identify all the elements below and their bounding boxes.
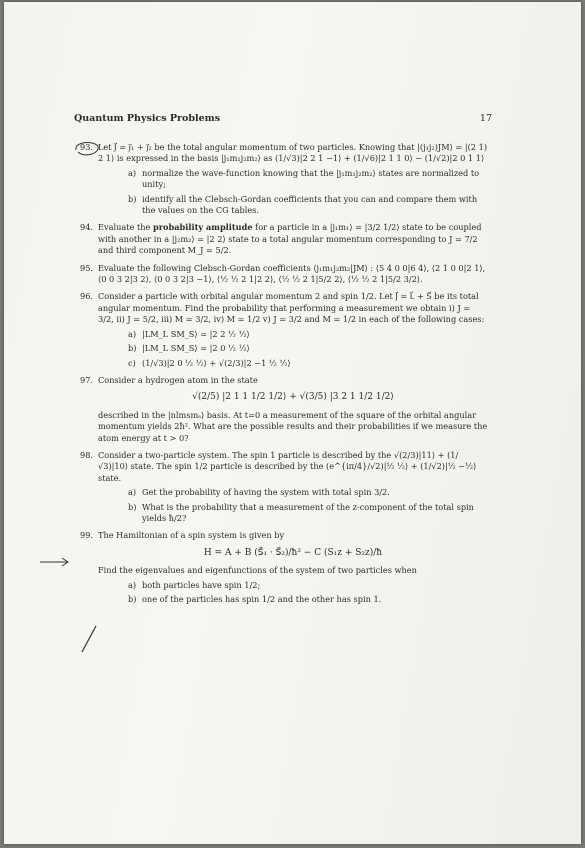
problem-number: 99. bbox=[80, 530, 94, 541]
subproblem-label: a) bbox=[128, 167, 137, 178]
page-header bbox=[74, 113, 492, 124]
subproblem-text: |LM_L SM_S⟩ = |2 2 ½ ½⟩ bbox=[142, 328, 250, 339]
subproblem-label: b) bbox=[128, 343, 137, 354]
subproblem bbox=[98, 487, 488, 498]
problem-number: 93. bbox=[80, 142, 94, 152]
subproblem-label: b) bbox=[128, 501, 137, 512]
problem-number: 97. bbox=[80, 374, 94, 385]
subproblem-text: one of the particles has spin 1/2 and the other has spin 1. bbox=[142, 594, 382, 604]
problem-text-before: Evaluate the bbox=[98, 222, 154, 233]
subproblem bbox=[98, 580, 488, 591]
problem-text-continued: described in the |nlmsmₛ⟩ basis. At t=0 a measurement of the square of the orbital angular momentum yields 2ħ². What are the possible results and their probabilities if we measure the atom energy at t > 0? bbox=[98, 409, 488, 443]
subproblem bbox=[98, 502, 488, 525]
subproblem-text: What is the probability that a measurement of the z-component of the total spin yields ħ/2? bbox=[142, 501, 474, 523]
subproblem-label: b) bbox=[128, 193, 137, 204]
header-title: Quantum Physics Problems bbox=[74, 113, 221, 124]
subproblem-label: a) bbox=[128, 487, 137, 498]
problem-number: 95. bbox=[80, 262, 94, 273]
page-number: 17 bbox=[479, 113, 492, 124]
problem-98 bbox=[76, 450, 488, 524]
subproblem-label: a) bbox=[128, 579, 137, 590]
subproblem-text: Get the probability of having the system with total spin 3/2. bbox=[142, 487, 390, 498]
equation: √(2/5) |2 1 1 1/2 1/2⟩ + √(3/5) |3 2 1 1/2 1/2⟩ bbox=[192, 392, 394, 403]
problem-text-bold: probability amplitude bbox=[153, 222, 253, 233]
problem-95 bbox=[76, 263, 488, 286]
subproblem-text: (1/√3)|2 0 ½ ½⟩ + √(2/3)|2 −1 ½ ½⟩ bbox=[142, 357, 291, 368]
problem-text: Evaluate the following Clebsch-Gordan coefficients ⟨j₁m₁j₂m₂|JM⟩ : ⟨5 4 0 0|6 4⟩, ⟨2 1 0 0|2 1⟩, ⟨0 0 3 2|3 2⟩, ⟨0 0 3 2|3 −1⟩, ⟨½ ½ 2 1|2 2⟩, ⟨½ ½ 2 1|5/2 2⟩, ⟨½ ½ 2 1|5/2 3/2⟩. bbox=[98, 262, 486, 285]
problem-text: Consider a hydrogen atom in the state bbox=[98, 374, 258, 385]
problem-text-after: for a particle in a |j₁m₁⟩ = |3/2 1/2⟩ state to be coupled with another in a |j₂m₂⟩ = |2 2⟩ state to a total angular momentum corresponding to J = 7/2 and third component M_J = 5/2. bbox=[98, 222, 482, 256]
subproblem-label: a) bbox=[128, 328, 137, 339]
problem-number: 94. bbox=[80, 222, 94, 233]
equation: H = A + B (S⃗₁ · S⃗₂)/ħ² − C (S₁z + S₂z)/ħ bbox=[203, 547, 383, 558]
problem-99 bbox=[76, 530, 488, 605]
subproblem-text: identify all the Clebsch-Gordan coefficients that you can and compare them with the values on the CG tables. bbox=[142, 193, 478, 216]
subproblem-text: |LM_L SM_S⟩ = |2 0 ½ ½⟩ bbox=[142, 343, 250, 354]
problem-text-continued: Find the eigenvalues and eigenfunctions of the system of two particles when bbox=[98, 565, 417, 576]
problem-text: Consider a particle with orbital angular momentum 2 and spin 1/2. Let J⃗ = L⃗ + S⃗ be its total angular momentum. Find the probability that performing a measurement we obtain i) J = 3/2, ii) J = 5/2, iii) M = 3/2, iv) M = 1/2 v) J = 3/2 and M = 1/2 in each of the following cases: bbox=[98, 291, 485, 325]
problem-text: Let J⃗ = j⃗₁ + j⃗₂ be the total angular momentum of two particles. Knowing that |(j₁j₂)JM⟩ = |(2 1) 2 1⟩ is expressed in the basis |j₁m₁j₂m₂⟩ as (1/√3)|2 2 1 −1⟩ + (1/√6)|2 1 1 0⟩ − (1/√2)|2 0 1 1⟩ bbox=[98, 142, 488, 164]
subproblem-text: normalize the wave-function knowing that the |j₁m₁j₂m₂⟩ states are normalized to unity; bbox=[142, 167, 480, 190]
problem-number: 96. bbox=[80, 291, 94, 302]
problem-list bbox=[76, 142, 488, 611]
subproblem-label: b) bbox=[128, 594, 137, 604]
subproblem bbox=[98, 168, 488, 191]
pen-slash-mark bbox=[80, 624, 100, 654]
problem-number: 98. bbox=[80, 449, 94, 460]
problem-94 bbox=[76, 222, 488, 256]
subproblem bbox=[98, 594, 488, 605]
subproblem-text: both particles have spin 1/2; bbox=[142, 579, 261, 590]
problem-text: The Hamiltonian of a spin system is given by bbox=[98, 530, 285, 541]
problem-text: Consider a two-particle system. The spin 1 particle is described by the √(2/3)|11⟩ + (1/√3)|10⟩ state. The spin 1/2 particle is described by the (e^{iπ/4}/√2)|½ ½⟩ + (1/√2)|½ −½⟩ state. bbox=[98, 449, 477, 483]
subproblem bbox=[98, 343, 488, 354]
document-page bbox=[4, 2, 581, 844]
subproblem bbox=[98, 194, 488, 217]
problem-93 bbox=[76, 142, 488, 216]
subproblem-label: c) bbox=[128, 357, 136, 368]
subproblem bbox=[98, 329, 488, 340]
subproblem bbox=[98, 358, 488, 369]
pen-arrow-mark bbox=[38, 557, 72, 567]
problem-96 bbox=[76, 291, 488, 368]
problem-97 bbox=[76, 375, 488, 444]
